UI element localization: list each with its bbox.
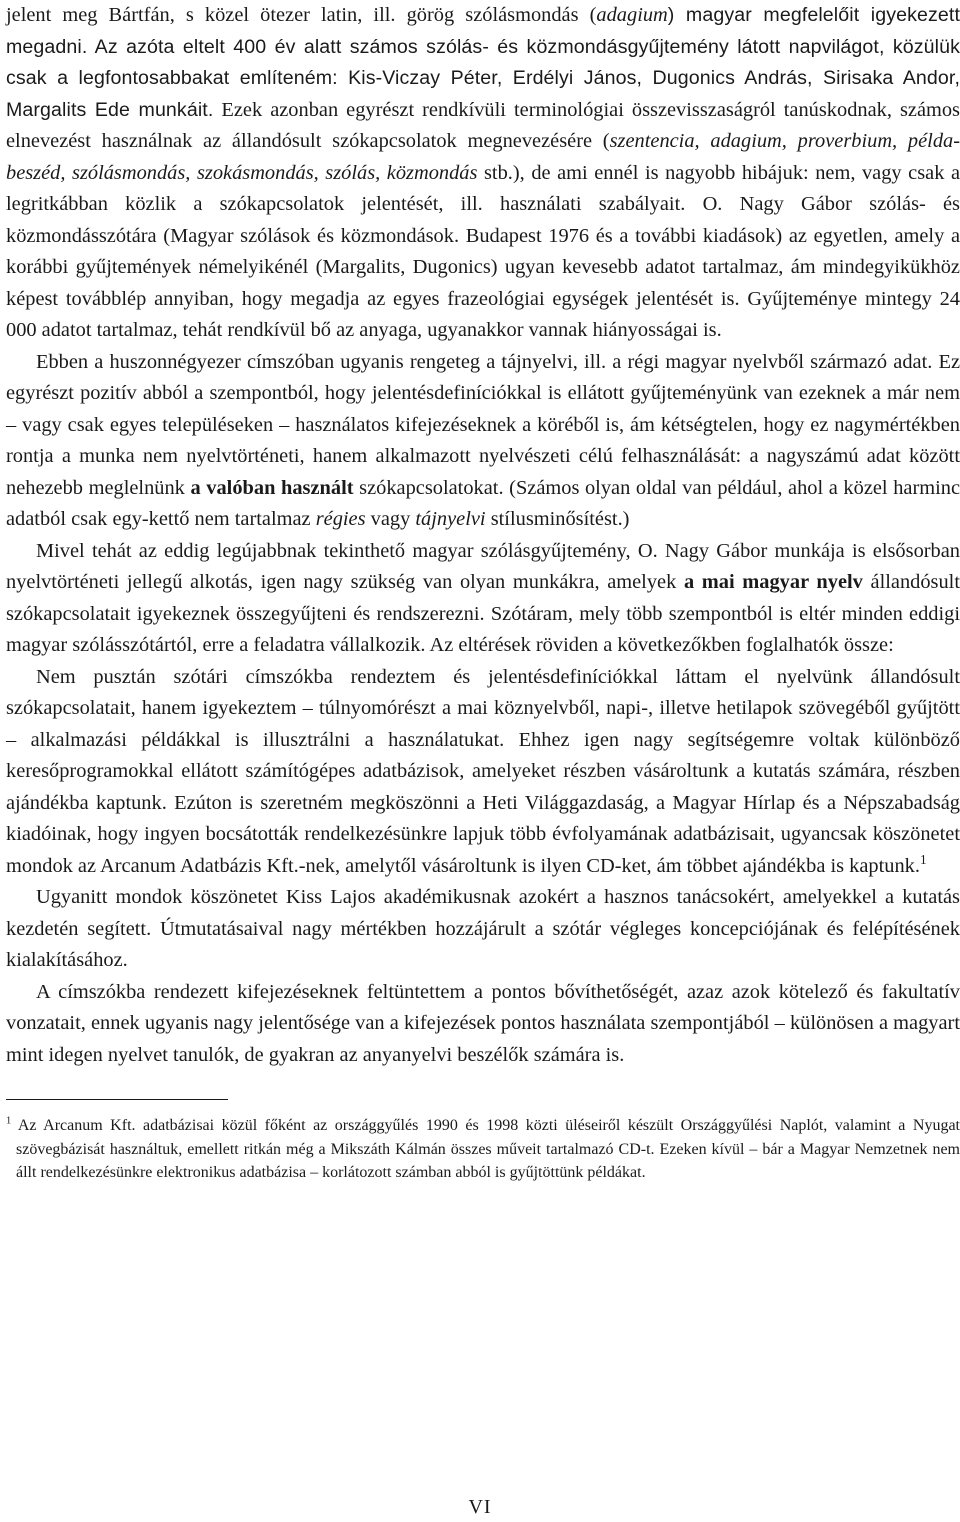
text-span: Mivel tehát az eddig legújabbnak tekinthető magyar szólásgyűjtemény, O. Nagy Gábor munkája is elsősorban nyelvtörténeti jellegű alkotás, igen nagy szükség van olyan munkákra, amelyek (6, 539, 960, 593)
text-span: Ebben a huszonnégyezer címszóban ugyanis rengeteg a tájnyelvi, ill. a régi magyar nyelvből származó adat. Ez egyrészt pozitív abból a szempontból, hogy jelentésdefiníciókkal is ellátott gyűjteményünk van ezeknek a már nem – vagy csak egyes településeken – használatos kifejezéseknek a köréből is, ám kétségtelen, hogy ez nagymértékben rontja a munka nem nyelvtörténeti, hanem alkalmazott nyelvészeti célú felhasználását: a nagyszámú adat között nehezebb meglelnünk (6, 350, 960, 499)
paragraph (6, 0, 960, 347)
body-text (6, 0, 960, 1071)
page-number: VI (468, 1496, 492, 1518)
text-span: stílusminősítést.) (485, 508, 630, 530)
italic-text: tájnyelvi (415, 508, 486, 530)
footnotes (6, 1114, 960, 1185)
document-page (6, 0, 960, 1185)
italic-text: adagium (596, 4, 668, 26)
text-span: szókapcsolatokat. (Számos olyan oldal van például, ahol a közel harminc adatból csak egy-kettő nem tartalmaz (6, 476, 960, 530)
text-span: Ugyanitt mondok köszönetet Kiss Lajos akadémikusnak azokért a hasznos tanácsokért, amelyekkel a kutatás kezdetén segített. Útmutatásaival nagy mértékben hozzájárult a szótár végleges koncepciójának és felépítésének kialakításához. (6, 886, 960, 971)
footnote-reference: 1 (919, 851, 927, 867)
text-span: jelent meg Bártfán, s közel ötezer latin, ill. görög szólásmondás ( (6, 4, 597, 26)
paragraph (6, 977, 960, 1072)
footnote-divider (6, 1099, 228, 1100)
text-span: stb.), de ami ennél is nagyobb hibájuk: nem, vagy csak a legritkábban közlik a szókapcsolatok jelentését, ill. használati szabályait. O. Nagy Gábor szólás- és közmondásszótára (Magyar szólások és közmondások. Budapest 1976 és a további kiadások) az egyetlen, amely a korábbi gyűjtemények némelyikénél (Margalits, Dugonics) ugyan kevesebb adatot tartalmaz, ám mindegyikükhöz képest továbblép annyiban, hogy megadja az egyes frazeológiai egységek jelentését is. Gyűjteménye mintegy 24 000 adatot tartalmaz, tehát rendkívül bő az anyaga, ugyanakkor vannak hiányosságai is. (6, 161, 960, 341)
text-span: állandósult szókapcsolatait igyekeznek összegyűjteni és rendszerezni. Szótáram, mely több szempontból is eltér minden eddigi magyar szólásszótártól, erre a feladatra vállalkozik. Az eltérések röviden a következőkben foglalhatók össze: (6, 571, 960, 656)
footnote-text: Az Arcanum Kft. adatbázisai közül főként az országgyűlés 1990 és 1998 közti üléseiről készült Országgyűlési Naplót, valamint a Nyugat szövegbázisát használtuk, emellett ritkán még a Mikszáth Kálmán összes műveit tartalmazó CD-t. Ezeken kívül – bár a Magyar Nemzetnek nem állt rendelkezésünkre elektronikus adatbázisa – korlátozott számban abból is gyűjtöttünk példákat. (16, 1117, 960, 1181)
footnote (6, 1114, 960, 1185)
text-span: Ezek azonban egyrészt rendkívüli terminológiai összevisszaságról tanúskodnak, számos elnevezést használnak az állandósult szókapcsolatok megnevezésére ( (6, 98, 960, 152)
italic-text: szentencia, adagium, proverbium, példa-beszéd, szólásmondás, szokásmondás, szólás, közmondás (6, 130, 960, 184)
text-span: vagy (365, 508, 416, 530)
text-span: Nem pusztán szótári címszókba rendeztem és jelentésdefiníciókkal láttam el nyelvünk állandósult szókapcsolatait, hanem igyekeztem – túlnyomórészt a mai köznyelvből, napi-, illetve hetilapok szövegéből gyűjtött – alkalmazási példákkal is illusztrálni a használatukat. Ehhez igen nagy segítségemre voltak különböző keresőprogramokkal ellátott számítógépes adatbázisok, amelyeket részben vásároltunk a kutatás számára, részben ajándékba kaptunk. Ezúton is szeretném megköszönni a Heti Világgazdaság, a Magyar Hírlap és a Népszabadság kiadóinak, hogy ingyen bocsátották rendelkezésünkre lapjuk több évfolyamának adatbázisait, ugyancsak köszönetet mondok az Arcanum Adatbázis Kft.-nek, amelytől vásároltunk is ilyen CD-ket, ám többet ajándékba is kaptunk. (6, 665, 960, 877)
paragraph (6, 536, 960, 662)
text-span: A címszókba rendezett kifejezéseknek feltüntettem a pontos bővíthetőségét, azaz azok kötelező és fakultatív vonzatait, ennek ugyanis nagy jelentősége van a kifejezések pontos használata szempontjából – különösen a magyart mint idegen nyelvet tanulók, de gyakran az anyanyelvi beszélők számára is. (6, 980, 960, 1066)
bold-text: a valóban használt (190, 476, 354, 499)
bold-text: a mai magyar nyelv (683, 571, 863, 593)
footnote-marker: 1 (6, 1115, 12, 1127)
paragraph (6, 347, 960, 536)
paragraph (6, 882, 960, 977)
text-span: ) magyar megfelelőit igyekezett megadni. Az azóta eltelt 400 év alatt számos szólás- és közmondásgyűjtemény látott napvilágot, közülük csak a legfontosabbakat említeném: Kis-Viczay Péter, Erdélyi János, Dugonics András, Sirisaka Andor, Margalits Ede munkáit. (6, 4, 960, 121)
italic-text: régies (315, 508, 366, 530)
paragraph (6, 662, 960, 883)
